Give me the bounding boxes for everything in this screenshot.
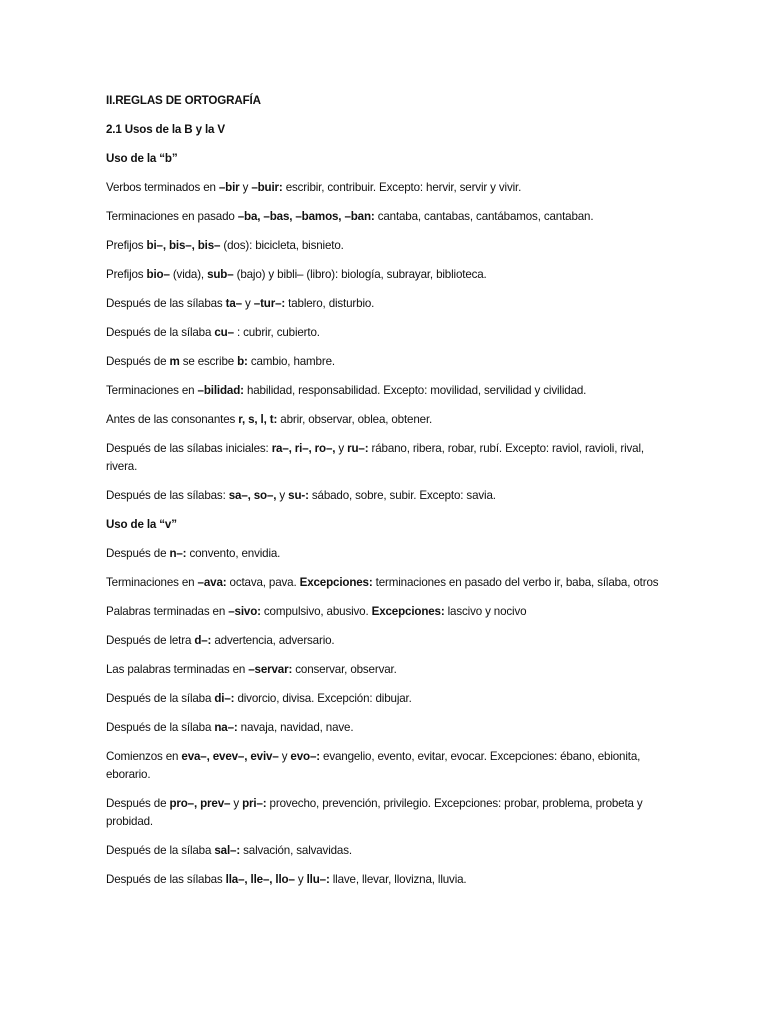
rule-keyword: r, s, l, t: (238, 413, 278, 426)
rule-text: y (276, 489, 289, 502)
rule-paragraph (106, 487, 672, 505)
rule-text: : cubrir, cubierto. (233, 326, 320, 339)
rule-text: y (335, 442, 348, 455)
rule-text: divorcio, divisa. Excepción: dibujar. (234, 692, 412, 705)
rule-keyword: ru–: (347, 442, 369, 455)
rule-text: convento, envidia. (186, 547, 281, 560)
rule-text: Después de (106, 547, 170, 560)
rule-paragraph (106, 324, 672, 342)
rule-keyword: evo–: (290, 750, 320, 763)
rule-paragraph (106, 266, 672, 284)
rule-text: provecho, prevención, privilegio. Excepciones: probar, problema, probeta y probidad. (106, 797, 643, 828)
rule-text: y (230, 797, 243, 810)
rule-text: y (294, 873, 307, 886)
rule-keyword: pri–: (242, 797, 267, 810)
rule-paragraph (106, 871, 672, 889)
rule-paragraph (106, 440, 672, 476)
rule-keyword: bi–, bis–, bis– (146, 239, 221, 252)
rule-keyword: sal–: (214, 844, 241, 857)
rule-keyword: n–: (169, 547, 187, 560)
rule-text: tablero, disturbio. (285, 297, 375, 310)
rule-paragraph (106, 795, 672, 831)
rule-text: Después de (106, 355, 170, 368)
rule-text: terminaciones en pasado del verbo ir, baba, sílaba, otros (372, 576, 659, 589)
rule-paragraph (106, 661, 672, 679)
rule-keyword: llu–: (306, 873, 330, 886)
rule-text: Después de la sílaba (106, 844, 215, 857)
rule-text: Después de las sílabas (106, 873, 226, 886)
rule-text: cantaba, cantabas, cantábamos, cantaban. (374, 210, 594, 223)
rule-text: Después de la sílaba (106, 721, 215, 734)
rule-text: Terminaciones en pasado (106, 210, 238, 223)
rule-keyword: di–: (214, 692, 235, 705)
rule-keyword: –bir (218, 181, 240, 194)
rule-keyword: su-: (288, 489, 309, 502)
rule-text: se escribe (179, 355, 238, 368)
rule-keyword: –servar: (248, 663, 293, 676)
rule-keyword: sub– (207, 268, 234, 281)
rule-text: Después de las sílabas iniciales: (106, 442, 272, 455)
rule-text: cambio, hambre. (247, 355, 335, 368)
rule-paragraph (106, 748, 672, 784)
rule-keyword: –sivo: (228, 605, 261, 618)
rule-text: Las palabras terminadas en (106, 663, 249, 676)
rule-keyword: pro–, prev– (169, 797, 231, 810)
rule-text: Después de las sílabas: (106, 489, 229, 502)
rule-text: rábano, ribera, robar, rubí. Excepto: raviol, ravioli, rival, rivera. (106, 442, 644, 473)
rule-keyword: b: (237, 355, 248, 368)
rule-paragraph (106, 411, 672, 429)
rule-text: y (241, 297, 254, 310)
rule-text: Después de letra (106, 634, 195, 647)
rule-text: evangelio, evento, evitar, evocar. Excepciones: ébano, ebionita, eborario. (106, 750, 641, 781)
rule-text: Palabras terminadas en (106, 605, 229, 618)
rule-keyword: –ava: (197, 576, 227, 589)
rule-text: (bajo) y bibli– (libro): biología, subrayar, biblioteca. (233, 268, 487, 281)
rule-paragraph (106, 603, 672, 621)
rule-text: habilidad, responsabilidad. Excepto: movilidad, servilidad y civilidad. (243, 384, 587, 397)
rule-keyword: sa–, so–, (228, 489, 277, 502)
rule-keyword: lla–, lle–, llo– (225, 873, 295, 886)
rule-text: Después de las sílabas (106, 297, 226, 310)
rule-text: escribir, contribuir. Excepto: hervir, servir y vivir. (282, 181, 522, 194)
rule-text: Después de la sílaba (106, 326, 215, 339)
rule-text: Prefijos (106, 268, 147, 281)
rule-text: Verbos terminados en (106, 181, 219, 194)
rule-keyword: na–: (214, 721, 238, 734)
rule-text: compulsivo, abusivo. (260, 605, 372, 618)
v-rules-list (106, 545, 672, 889)
rule-text: Terminaciones en (106, 384, 198, 397)
rule-paragraph (106, 719, 672, 737)
rule-paragraph (106, 545, 672, 563)
rule-text: Prefijos (106, 239, 147, 252)
rule-keyword: Excepciones: (299, 576, 373, 589)
rule-text: salvación, salvavidas. (240, 844, 352, 857)
rule-paragraph (106, 382, 672, 400)
rule-paragraph (106, 295, 672, 313)
rule-text: y (239, 181, 252, 194)
rule-paragraph (106, 237, 672, 255)
rule-paragraph (106, 632, 672, 650)
rule-keyword: –buir: (251, 181, 283, 194)
rule-text: (dos): bicicleta, bisnieto. (220, 239, 344, 252)
rule-text: llave, llevar, llovizna, lluvia. (329, 873, 467, 886)
rule-keyword: m (169, 355, 180, 368)
rule-text: lascivo y nocivo (444, 605, 527, 618)
rule-text: conservar, observar. (292, 663, 397, 676)
rule-keyword: ta– (225, 297, 242, 310)
rule-paragraph (106, 208, 672, 226)
rule-keyword: –tur–: (253, 297, 286, 310)
rule-keyword: Excepciones: (371, 605, 445, 618)
rule-keyword: ra–, ri–, ro–, (271, 442, 336, 455)
rule-paragraph (106, 842, 672, 860)
document-title: II.REGLAS DE ORTOGRAFÍA (106, 94, 261, 107)
rule-text: Comienzos en (106, 750, 182, 763)
rule-text: Antes de las consonantes (106, 413, 239, 426)
section-heading: 2.1 Usos de la B y la V (106, 123, 225, 136)
rule-text: Después de (106, 797, 170, 810)
rule-keyword: bio– (146, 268, 170, 281)
rule-keyword: –ba, –bas, –bamos, –ban: (237, 210, 375, 223)
rule-text: advertencia, adversario. (211, 634, 335, 647)
rule-text: octava, pava. (226, 576, 300, 589)
b-subheading: Uso de la “b” (106, 152, 178, 165)
rule-paragraph (106, 690, 672, 708)
v-subheading: Uso de la “v” (106, 518, 177, 531)
rule-keyword: d–: (194, 634, 212, 647)
rule-keyword: eva–, evev–, eviv– (181, 750, 279, 763)
rule-keyword: –bilidad: (197, 384, 244, 397)
rule-text: navaja, navidad, nave. (237, 721, 354, 734)
rule-text: sábado, sobre, subir. Excepto: savia. (308, 489, 496, 502)
rule-text: Después de la sílaba (106, 692, 215, 705)
rule-paragraph (106, 574, 672, 592)
rule-paragraph (106, 353, 672, 371)
rule-text: abrir, observar, oblea, obtener. (277, 413, 433, 426)
rule-text: (vida), (169, 268, 208, 281)
rule-text: Terminaciones en (106, 576, 198, 589)
rule-keyword: cu– (214, 326, 234, 339)
rule-text: y (278, 750, 291, 763)
rule-paragraph (106, 179, 672, 197)
b-rules-list (106, 179, 672, 505)
